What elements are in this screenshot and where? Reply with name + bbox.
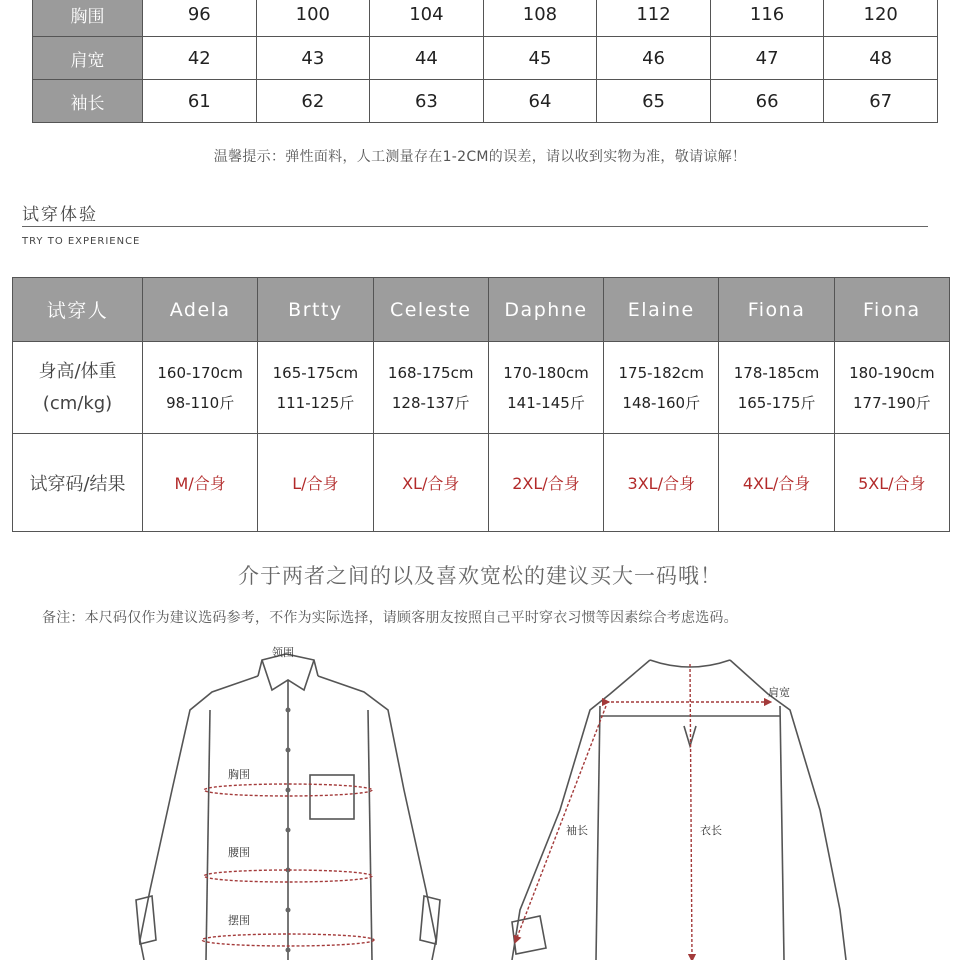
- sleeve-label: 袖长: [566, 824, 588, 837]
- height-value: 178-185cm: [733, 363, 820, 382]
- front-shirt-outline: [136, 654, 440, 960]
- section-subtitle: TRY TO EXPERIENCE: [22, 236, 141, 247]
- hw-cell: [143, 342, 258, 434]
- size-cell: 45: [483, 37, 597, 80]
- tester-name: Daphne: [488, 278, 603, 342]
- weight-value: 111-125斤: [276, 393, 355, 412]
- size-cell: 47: [710, 37, 824, 80]
- try-header-row: [13, 278, 950, 342]
- size-row-chest: [33, 0, 938, 37]
- tester-name: Adela: [143, 278, 258, 342]
- hw-label-line1: 身高/体重: [38, 360, 117, 382]
- height-value: 175-182cm: [618, 363, 705, 382]
- weight-value: 141-145斤: [507, 393, 585, 412]
- size-cell: 61: [143, 80, 257, 123]
- back-shirt-outline: [512, 660, 846, 960]
- hw-label-line2: (cm/kg): [42, 392, 113, 414]
- size-cell: 104: [370, 0, 484, 37]
- shoulder-label: 肩宽: [768, 686, 790, 699]
- collar-label: 领围: [272, 646, 294, 659]
- size-cell: 67: [824, 80, 938, 123]
- weight-value: 128-137斤: [391, 393, 470, 412]
- size-cell: 64: [483, 80, 597, 123]
- size-cell: 96: [143, 0, 257, 37]
- fit-result: 2XL/合身: [488, 434, 603, 532]
- hw-cell: [834, 342, 949, 434]
- fit-result-row: [13, 434, 950, 532]
- tester-name: Fiona: [834, 278, 949, 342]
- height-value: 160-170cm: [157, 363, 243, 382]
- hw-cell: [373, 342, 488, 434]
- size-cell: 44: [370, 37, 484, 80]
- size-cell: 42: [143, 37, 257, 80]
- height-weight-row: [13, 342, 950, 434]
- tester-name: Elaine: [604, 278, 719, 342]
- back-measure-lines: [516, 664, 768, 958]
- size-cell: 43: [256, 37, 370, 80]
- height-value: 180-190cm: [849, 363, 935, 382]
- height-value: 165-175cm: [272, 363, 359, 382]
- fit-result: 3XL/合身: [604, 434, 719, 532]
- height-weight-label: [13, 342, 143, 434]
- try-on-table: [12, 277, 950, 532]
- size-cell: 62: [256, 80, 370, 123]
- measurement-tip: 温馨提示：弹性面料，人工测量存在1-2CM的误差，请以收到实物为准，敬请谅解！: [213, 149, 747, 165]
- size-row-sleeve: [33, 80, 938, 123]
- section-title: 试穿体验: [22, 205, 98, 225]
- size-cell: 48: [824, 37, 938, 80]
- fit-result: L/合身: [258, 434, 373, 532]
- row-label: 胸围: [33, 0, 143, 37]
- waist-label: 腰围: [228, 846, 250, 859]
- size-cell: 66: [710, 80, 824, 123]
- size-cell: 46: [597, 37, 711, 80]
- height-value: 170-180cm: [503, 363, 589, 382]
- hw-cell: [258, 342, 373, 434]
- row-label: 肩宽: [33, 37, 143, 80]
- section-divider: [22, 226, 928, 227]
- size-note: 备注：本尺码仅作为建议选码参考，不作为实际选择，请顾客朋友按照自己平时穿衣习惯等因素综合考虑选码。: [42, 610, 738, 626]
- fit-result: 5XL/合身: [834, 434, 949, 532]
- size-row-shoulder: [33, 37, 938, 80]
- hem-label: 摆围: [228, 914, 250, 927]
- size-cell: 63: [370, 80, 484, 123]
- size-cell: 112: [597, 0, 711, 37]
- size-cell: 65: [597, 80, 711, 123]
- height-value: 168-175cm: [387, 363, 474, 382]
- size-cell: 120: [824, 0, 938, 37]
- fit-result: 4XL/合身: [719, 434, 834, 532]
- weight-value: 98-110斤: [166, 393, 235, 412]
- tester-name: Brtty: [258, 278, 373, 342]
- chest-label: 胸围: [228, 768, 250, 781]
- tester-name: Celeste: [373, 278, 488, 342]
- tester-name: Fiona: [719, 278, 834, 342]
- fit-result: M/合身: [143, 434, 258, 532]
- size-table: [32, 0, 938, 123]
- size-advice: 介于两者之间的以及喜欢宽松的建议买大一码哦！: [238, 564, 722, 588]
- hw-cell: [719, 342, 834, 434]
- size-cell: 108: [483, 0, 597, 37]
- length-label: 衣长: [700, 824, 722, 837]
- measurement-diagram: [0, 640, 960, 960]
- hw-cell: [488, 342, 603, 434]
- weight-value: 177-190斤: [853, 393, 931, 412]
- size-cell: 100: [256, 0, 370, 37]
- hw-cell: [604, 342, 719, 434]
- shirt-diagram-svg: [0, 640, 960, 960]
- weight-value: 165-175斤: [737, 393, 816, 412]
- size-cell: 116: [710, 0, 824, 37]
- weight-value: 148-160斤: [622, 393, 701, 412]
- fit-label: 试穿码/结果: [13, 434, 143, 532]
- row-label: 袖长: [33, 80, 143, 123]
- fit-result: XL/合身: [373, 434, 488, 532]
- header-label: 试穿人: [13, 278, 143, 342]
